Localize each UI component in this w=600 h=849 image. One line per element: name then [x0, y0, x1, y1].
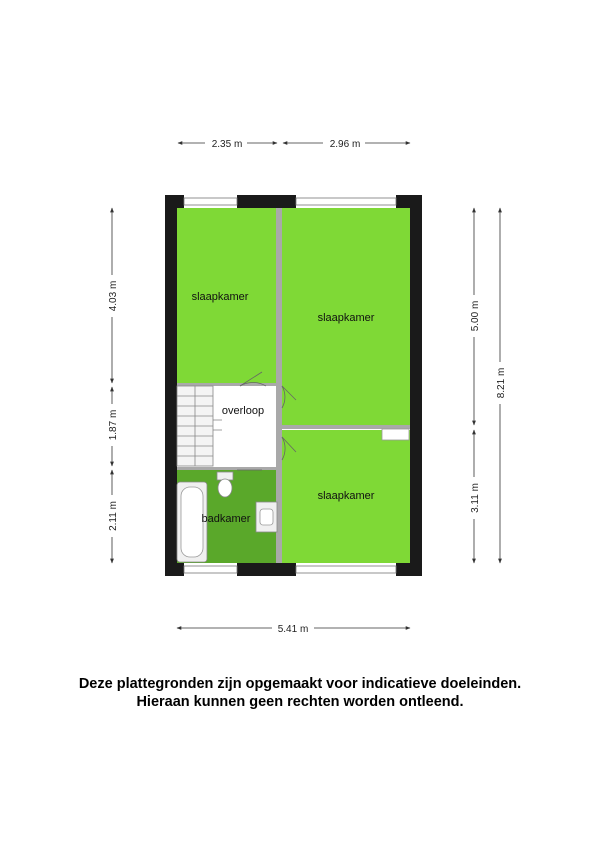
disclaimer-line-2: Hieraan kunnen geen rechten worden ontleend.	[136, 694, 464, 710]
dim-right-upper: 5.00 m	[470, 300, 481, 332]
dim-top-left: 2.35 m	[211, 139, 243, 150]
sink-icon	[256, 502, 277, 532]
closet	[382, 429, 409, 440]
room-label-landing: overloop	[221, 405, 265, 417]
room-label-bathroom: badkamer	[201, 513, 251, 525]
dim-bottom-total: 5.41 m	[277, 624, 309, 635]
room-label-bedroom-bottom-right: slaapkamer	[317, 490, 375, 502]
dim-top-right: 2.96 m	[329, 139, 361, 150]
room-label-bedroom-top-right: slaapkamer	[317, 312, 375, 324]
toilet-icon	[217, 472, 233, 497]
dim-left-lower: 2.11 m	[108, 501, 119, 531]
dim-left-upper: 4.03 m	[108, 280, 119, 312]
dim-right-lower: 3.11 m	[470, 483, 481, 513]
dim-left-middle: 1.87 m	[108, 409, 119, 441]
room-label-bedroom-top-left: slaapkamer	[191, 291, 249, 303]
dim-right-total: 8.21 m	[496, 367, 507, 399]
disclaimer-line-1: Deze plattegronden zijn opgemaakt voor indicatieve doeleinden.	[78, 676, 522, 692]
